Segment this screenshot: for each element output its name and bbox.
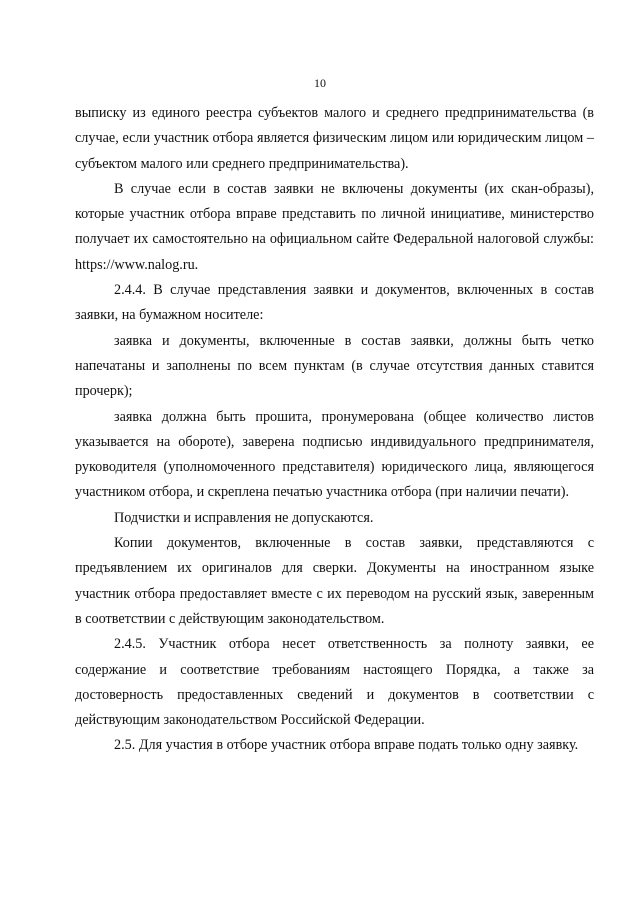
page-number: 10 xyxy=(314,76,326,90)
paragraph-bound-and-signed: заявка должна быть прошита, пронумерована (общее количество листов указывается на обороте), заверена подписью индивидуального предпринимателя, руководителя (уполномоченного представителя) юридического лица, являющегося участником отбора, и скреплена печатью участника отбора (при наличии печати). xyxy=(75,408,594,501)
paragraph-printed-and-filled: заявка и документы, включенные в состав заявки, должны быть четко напечатаны и заполнены по всем пунктам (в случае отсутствия данных ставится прочерк); xyxy=(75,332,594,400)
document-body xyxy=(75,101,594,759)
paragraph-egr-extract: выписку из единого реестра субъектов малого и среднего предпринимательства (в случае, если участник отбора является физическим лицом или юридическим лицом – субъектом малого или среднего предпринимательства). xyxy=(75,105,594,172)
paragraph-section-2-5: 2.5. Для участия в отборе участник отбора вправе подать только одну заявку. xyxy=(114,737,579,754)
paragraph-section-2-4-5: 2.4.5. Участник отбора несет ответственность за полноту заявки, ее содержание и соответствие требованиям настоящего Порядка, а также за достоверность предоставленных сведений и документов в соответствии с действующим законодательством Российской Федерации. xyxy=(75,636,594,729)
paragraph-section-2-4-4: 2.4.4. В случае представления заявки и документов, включенных в состав заявки, на бумажном носителе: xyxy=(75,282,594,324)
paragraph-copies-and-translations: Копии документов, включенные в состав заявки, представляются с предъявлением их оригиналов для сверки. Документы на иностранном языке участник отбора предоставляет вместе с их переводом на русский язык, заверенным в соответствии с действующим законодательством. xyxy=(75,535,594,627)
paragraph-missing-documents: В случае если в состав заявки не включены документы (их скан-образы), которые участник отбора вправе представить по личной инициативе, министерство получает их самостоятельно на официальном сайте Федеральной налоговой службы: https://www.nalog.ru. xyxy=(75,180,594,273)
paragraph-no-corrections: Подчистки и исправления не допускаются. xyxy=(114,509,374,526)
